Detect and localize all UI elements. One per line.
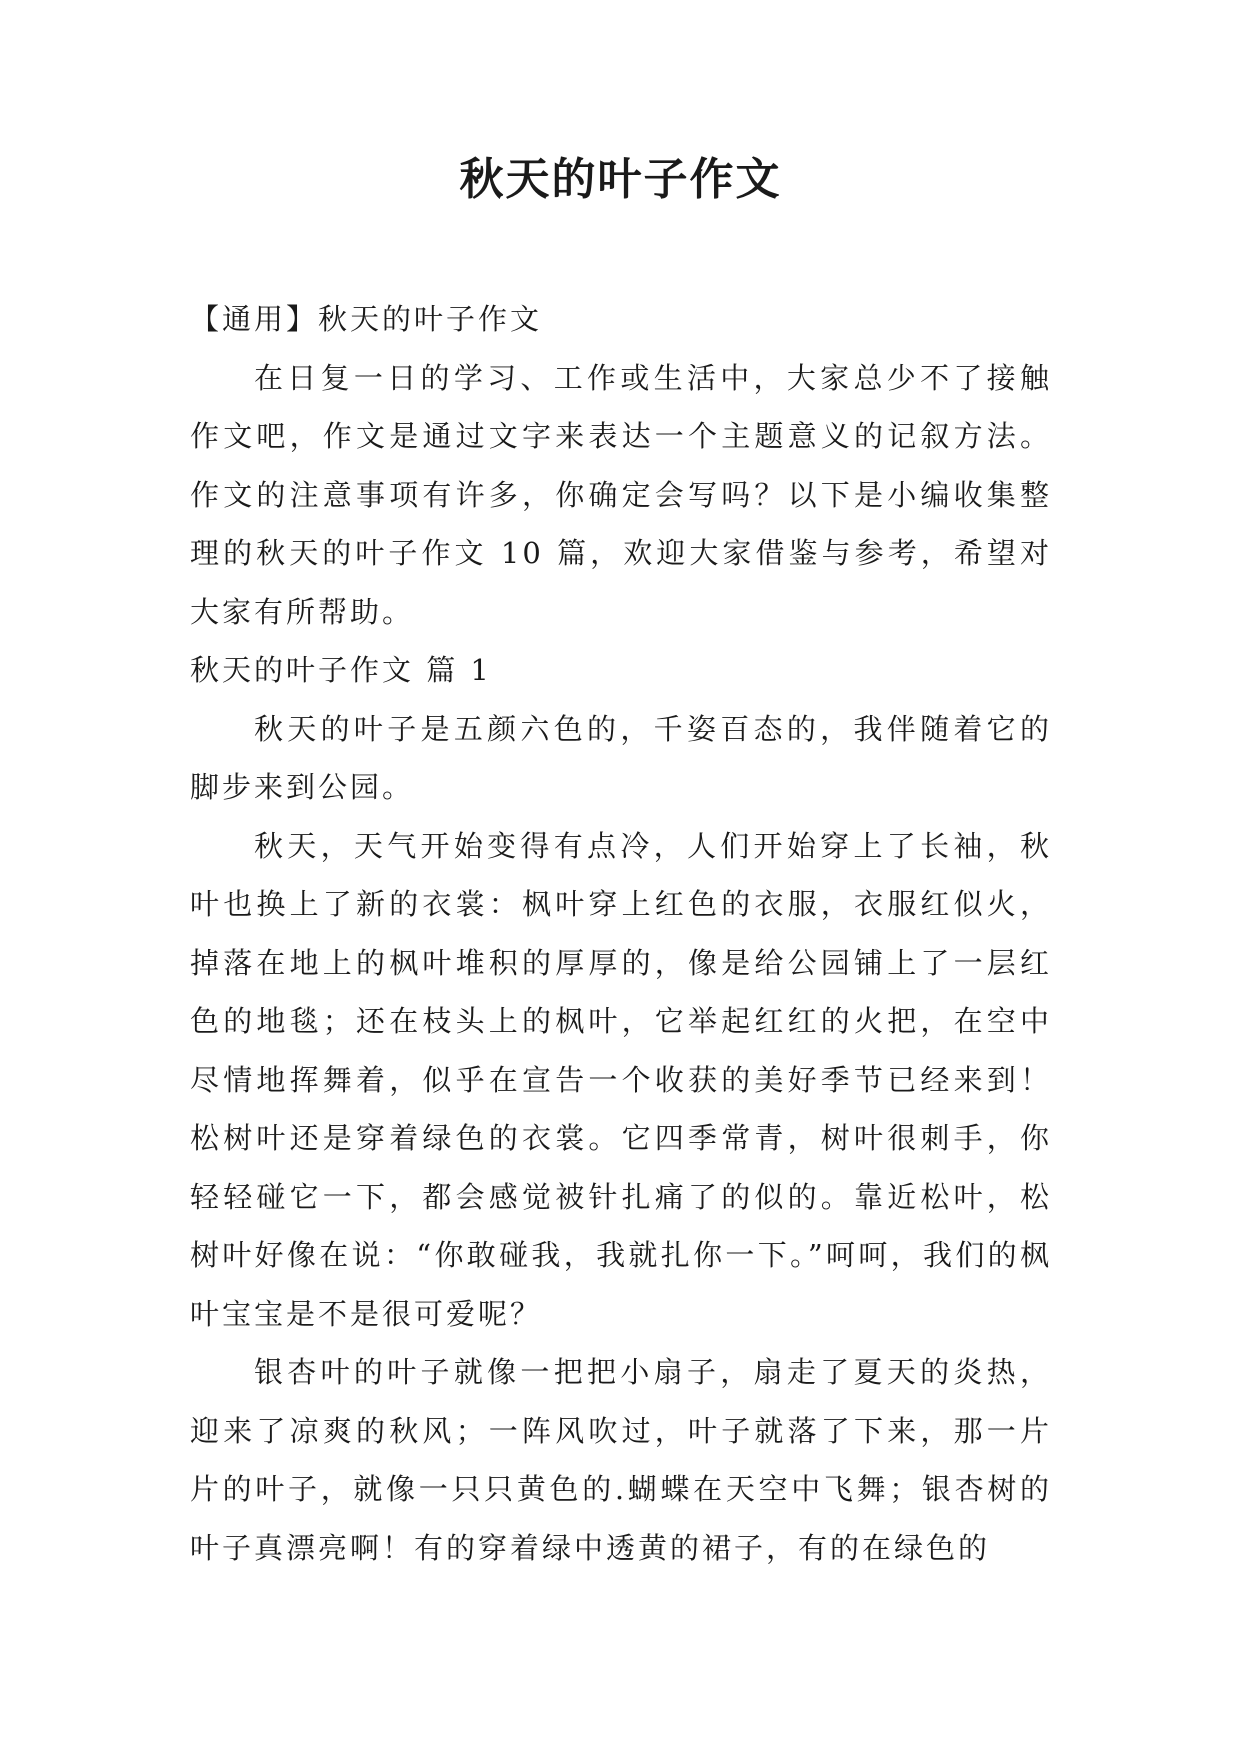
document-title: 秋天的叶子作文 — [459, 154, 782, 205]
document-body — [190, 290, 1052, 1577]
intro-heading: 【通用】秋天的叶子作文 — [190, 302, 543, 336]
intro-paragraph: 在日复一日的学习、工作或生活中，大家总少不了接触作文吧，作文是通过文字来表达一个主题意义的记叙方法。作文的注意事项有许多，你确定会写吗？以下是小编收集整理的秋天的叶子作文 10 篇，欢迎大家借鉴与参考，希望对大家有所帮助。 — [190, 360, 1052, 629]
body-paragraph: 秋天，天气开始变得有点冷，人们开始穿上了长袖，秋叶也换上了新的衣裳：枫叶穿上红色的衣服，衣服红似火，掉落在地上的枫叶堆积的厚厚的，像是给公园铺上了一层红色的地毯；还在枝头上的枫叶，它举起红红的火把，在空中尽情地挥舞着，似乎在宣告一个收获的美好季节已经来到！松树叶还是穿着绿色的衣裳。它四季常青，树叶很刺手，你轻轻碰它一下，都会感觉被针扎痛了的似的。靠近松叶，松树叶好像在说：“你敢碰我，我就扎你一下。”呵呵，我们的枫叶宝宝是不是很可爱呢？ — [190, 828, 1052, 1331]
body-paragraph: 银杏叶的叶子就像一把把小扇子，扇走了夏天的炎热，迎来了凉爽的秋风；一阵风吹过，叶子就落了下来，那一片片的叶子，就像一只只黄色的.蝴蝶在天空中飞舞；银杏树的叶子真漂亮啊！有的穿着绿中透黄的裙子，有的在绿色的 — [190, 1355, 1052, 1565]
body-paragraph: 秋天的叶子是五颜六色的，千姿百态的，我伴随着它的脚步来到公园。 — [190, 711, 1052, 804]
section-heading: 秋天的叶子作文 篇 1 — [190, 653, 492, 687]
